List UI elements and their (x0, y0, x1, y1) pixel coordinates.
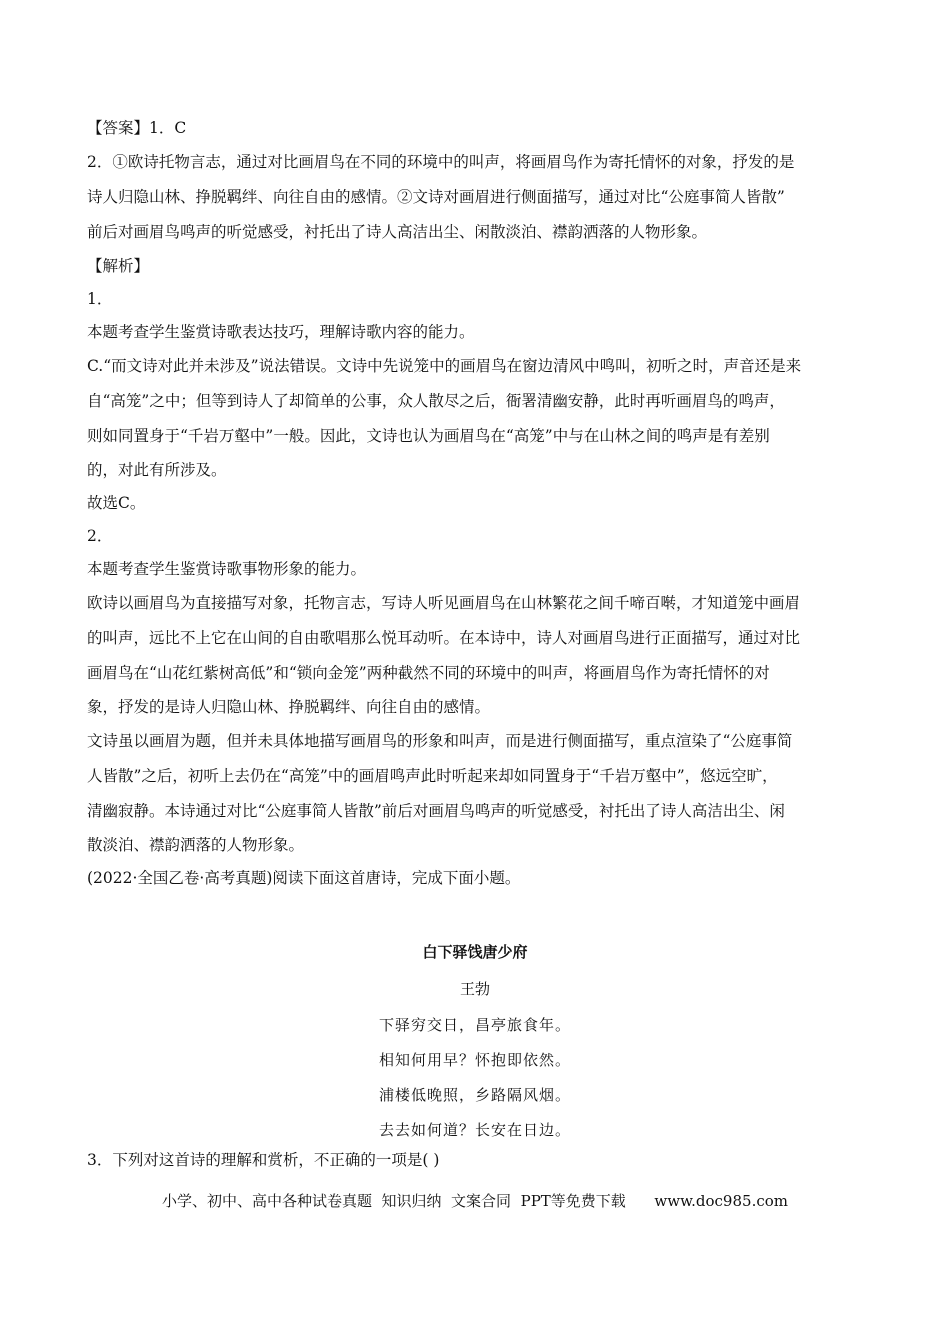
q2-line: 象，抒发的是诗人归隐山林、挣脱羁绊、向往自由的感情。 (87, 698, 491, 716)
question-3: 3．下列对这首诗的理解和赏析，不正确的一项是( ) (87, 1151, 440, 1169)
q2-line: 文诗虽以画眉为题，但并未具体地描写画眉鸟的形象和叫声，而是进行侧面描写，重点渲染了“公庭事简 (87, 732, 793, 750)
poem-line: 下驿穷交日，昌亭旅食年。 (378, 1016, 571, 1034)
poem-author: 王勃 (459, 980, 490, 998)
q1-line: 则如同置身于“千岩万壑中”一般。因此，文诗也认为画眉鸟在“高笼”中与在山林之间的鸣声是有差别 (87, 427, 770, 445)
q1-number: 1． (87, 290, 113, 308)
document-body (87, 112, 867, 895)
q2-line: 人皆散”之后，初听上去仍在“高笼”中的画眉鸣声此时听起来却如同置身于“千岩万壑中”，悠远空旷， (87, 767, 778, 785)
q1-intro: 本题考查学生鉴赏诗歌表达技巧，理解诗歌内容的能力。 (87, 323, 475, 341)
poem-line: 去去如何道？长安在日边。 (378, 1121, 571, 1139)
poem-title: 白下驿饯唐少府 (422, 943, 528, 961)
poem-line: 相知何用早？怀抱即依然。 (378, 1051, 571, 1069)
q1-line: 自“高笼”之中；但等到诗人了却简单的公事，众人散尽之后，衙署清幽安静，此时再听画眉鸟的鸣声， (87, 392, 785, 410)
answer-line: 前后对画眉鸟鸣声的听觉感受，衬托出了诗人高洁出尘、闲散淡泊、襟韵洒落的人物形象。 (87, 223, 708, 241)
q1-line: C.“而文诗对此并未涉及”说法错误。文诗中先说笼中的画眉鸟在窗边清风中鸣叫，初听之时，声音还是来 (87, 357, 802, 375)
analysis-header: 【解析】 (87, 257, 150, 275)
q2-line: 欧诗以画眉鸟为直接描写对象，托物言志，写诗人听见画眉鸟在山林繁花之间千啼百啭，才知道笼中画眉 (87, 594, 801, 612)
q2-line: 清幽寂静。本诗通过对比“公庭事简人皆散”前后对画眉鸟鸣声的听觉感受，衬托出了诗人高洁出尘、闲 (87, 802, 785, 820)
q2-intro: 本题考查学生鉴赏诗歌事物形象的能力。 (87, 560, 367, 578)
page-footer: 小学、初中、高中各种试卷真题 知识归纳 文案合同 PPT等免费下载 www.doc985.com (161, 1192, 788, 1210)
answer-line: 2．①欧诗托物言志，通过对比画眉鸟在不同的环境中的叫声，将画眉鸟作为寄托情怀的对象，抒发的是 (87, 153, 795, 171)
question-source: (2022·全国乙卷·高考真题)阅读下面这首唐诗，完成下面小题。 (87, 869, 521, 887)
poem-line: 浦楼低晚照，乡路隔风烟。 (378, 1086, 571, 1104)
q2-line: 的叫声，远比不上它在山间的自由歌唱那么悦耳动听。在本诗中，诗人对画眉鸟进行正面描写，通过对比 (87, 629, 801, 647)
q1-conclusion: 故选C。 (87, 494, 146, 512)
q2-line: 画眉鸟在“山花红紫树高低”和“锁向金笼”两种截然不同的环境中的叫声，将画眉鸟作为寄托情怀的对 (87, 664, 770, 682)
q1-line: 的，对此有所涉及。 (87, 461, 227, 479)
q2-number: 2． (87, 527, 113, 545)
q2-line: 散淡泊、襟韵洒落的人物形象。 (87, 836, 305, 854)
answer-header: 【答案】1．C (87, 119, 187, 137)
answer-line: 诗人归隐山林、挣脱羁绊、向往自由的感情。②文诗对画眉进行侧面描写，通过对比“公庭事简人皆散” (87, 188, 785, 206)
